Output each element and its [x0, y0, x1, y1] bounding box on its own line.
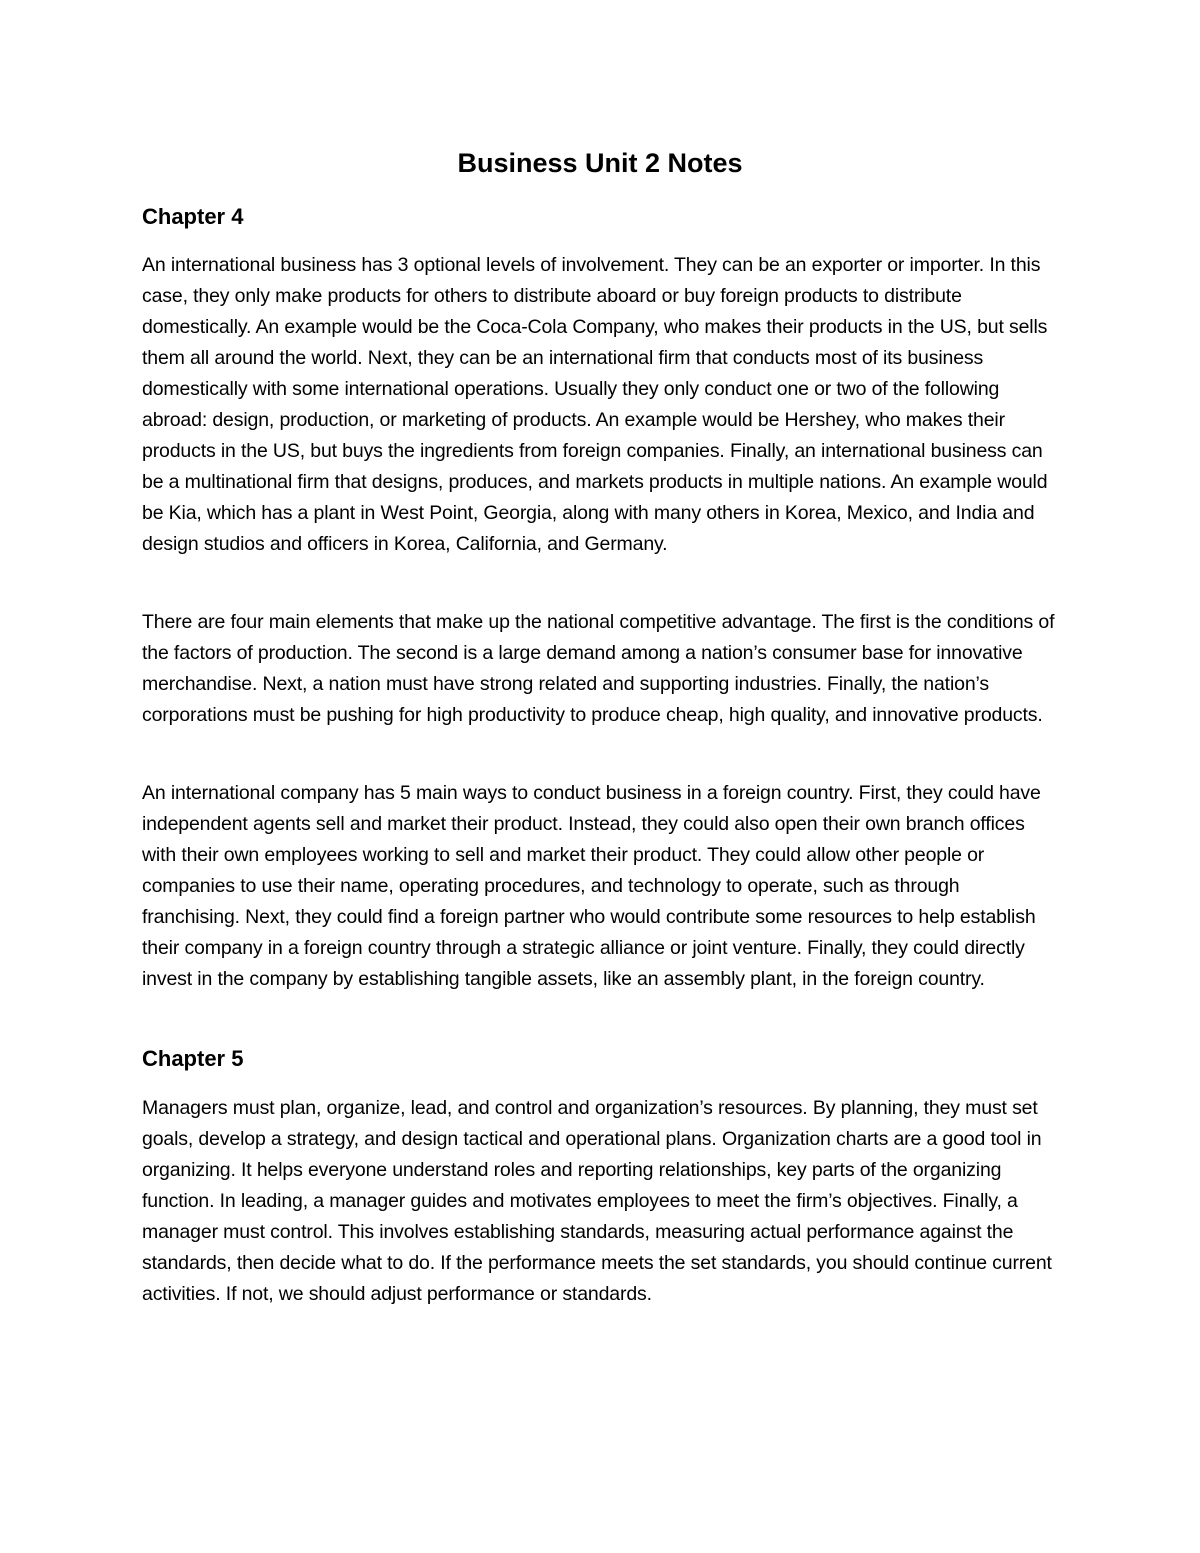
chapter-5-heading: Chapter 5	[142, 1046, 244, 1071]
chapter-5-paragraph-1: Managers must plan, organize, lead, and control and organization’s resources. By planning, they must set goals, develop a strategy, and design tactical and operational plans. Organization charts are a good tool in organizing. It helps everyone understand roles and reporting relationships, key parts of the organizing function. In leading, a manager guides and motivates employees to meet the firm’s objectives. Finally, a manager must control. This involves establishing standards, measuring actual performance against the standards, then decide what to do. If the performance meets the set standards, you should continue current activities. If not, we should adjust performance or standards.	[142, 1097, 1052, 1305]
chapter-4-heading: Chapter 4	[142, 204, 244, 229]
chapter-4-paragraph-2: There are four main elements that make up the national competitive advantage. The first is the conditions of the factors of production. The second is a large demand among a nation’s consumer base for innovative merchandise. Next, a nation must have strong related and supporting industries. Finally, the nation’s corporations must be pushing for high productivity to produce cheap, high quality, and innovative products.	[142, 611, 1055, 726]
chapter-4-paragraph-3: An international company has 5 main ways to conduct business in a foreign country. First, they could have independent agents sell and market their product. Instead, they could also open their own branch offices with their own employees working to sell and market their product. They could allow other people or companies to use their name, operating procedures, and technology to operate, such as through franchising. Next, they could find a foreign partner who would contribute some resources to help establish their company in a foreign country through a strategic alliance or joint venture. Finally, they could directly invest in the company by establishing tangible assets, like an assembly plant, in the foreign country.	[142, 782, 1041, 990]
chapter-4-paragraph-1: An international business has 3 optional levels of involvement. They can be an exporter or importer. In this case, they only make products for others to distribute aboard or buy foreign products to distribute domestically. An example would be the Coca-Cola Company, who makes their products in the US, but sells them all around the world. Next, they can be an international firm that conducts most of its business domestically with some international operations. Usually they only conduct one or two of the following abroad: design, production, or marketing of products. An example would be Hershey, who makes their products in the US, but buys the ingredients from foreign companies. Finally, an international business can be a multinational firm that designs, produces, and markets products in multiple nations. An example would be Kia, which has a plant in West Point, Georgia, along with many others in Korea, Mexico, and India and design studios and officers in Korea, California, and Germany.	[142, 254, 1048, 555]
document-title: Business Unit 2 Notes	[457, 148, 743, 178]
